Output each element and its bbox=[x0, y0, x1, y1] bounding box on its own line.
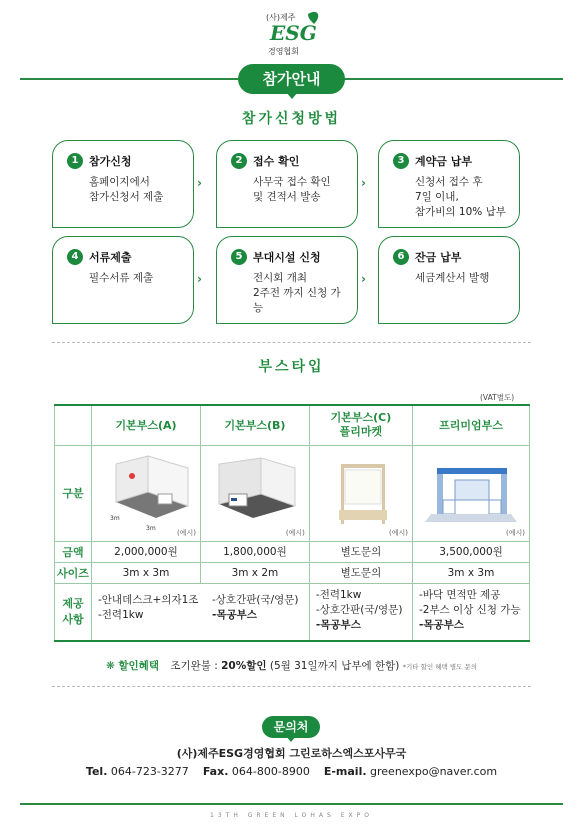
footer-text: 13TH GREEN LOHAS EXPO bbox=[210, 812, 373, 819]
provided-item: -안내데스크+의자1조 bbox=[98, 593, 199, 606]
step-title: 참가신청 bbox=[89, 155, 132, 168]
provided-item: -목공부스 bbox=[418, 618, 464, 631]
dim-label: 3m bbox=[145, 524, 156, 532]
logo-sub-text: 경영협회 bbox=[268, 47, 299, 56]
dim-label: 3m bbox=[109, 514, 120, 522]
method-title: 참가신청방법 bbox=[241, 111, 342, 127]
booth-a-illustration bbox=[96, 454, 196, 534]
email-label: E-mail. bbox=[323, 765, 367, 778]
example-label: (예시) bbox=[285, 528, 305, 537]
example-label: (예시) bbox=[176, 528, 196, 537]
esg-logo bbox=[256, 6, 326, 58]
booth-b-image bbox=[200, 445, 309, 541]
contact-org: (사)제주ESG경영협회 그린로하스엑스포사무국 bbox=[176, 747, 407, 760]
fax-value: 064-800-8900 bbox=[231, 765, 310, 778]
booth-c-illustration bbox=[311, 454, 411, 534]
price-c: 별도문의 bbox=[309, 541, 412, 562]
booth-premium-image bbox=[412, 445, 529, 541]
step-title: 부대시설 신청 bbox=[253, 251, 321, 264]
tel-value: 064-723-3277 bbox=[110, 765, 189, 778]
discount-suffix: (5월 31일까지 납부에 한함) bbox=[266, 660, 400, 672]
provided-premium bbox=[412, 583, 529, 641]
step-number: 6 bbox=[393, 249, 409, 265]
step-desc: 사무국 접수 확인 및 견적서 발송 bbox=[253, 176, 331, 203]
discount-line bbox=[0, 658, 583, 673]
step-number: 3 bbox=[393, 153, 409, 169]
provided-c bbox=[309, 583, 412, 641]
step-number: 5 bbox=[231, 249, 247, 265]
step-desc: 신청서 접수 후 7일 이내, 참가비의 10% 납부 bbox=[415, 176, 506, 218]
booth-a-image bbox=[92, 445, 201, 541]
provided-item: -전력1kw bbox=[98, 608, 144, 621]
provided-item: -바닥 면적만 제공 bbox=[418, 588, 501, 601]
example-label: (예시) bbox=[388, 528, 408, 537]
chevron-right-icon: › bbox=[361, 272, 366, 286]
step-desc: 전시회 개최 2주전 까지 신청 가능 bbox=[253, 272, 341, 314]
step-desc: 홈페이지에서 참가신청서 제출 bbox=[89, 176, 164, 203]
step-card-4 bbox=[52, 236, 194, 324]
price-b: 1,800,000원 bbox=[200, 541, 309, 562]
discount-highlight: 20%할인 bbox=[221, 660, 267, 672]
step-card-2 bbox=[216, 140, 358, 228]
contact-pointer bbox=[286, 736, 296, 742]
provided-item: -2부스 이상 신청 가능 bbox=[418, 603, 521, 616]
logo-top-text: (사)제주 bbox=[266, 13, 296, 22]
section-divider bbox=[52, 686, 531, 687]
footer-divider bbox=[20, 803, 563, 805]
row-head-size: 사이즈 bbox=[55, 562, 92, 583]
fax-label: Fax. bbox=[202, 765, 229, 778]
discount-label: ❋ 할인혜택 bbox=[105, 660, 159, 672]
step-card-5 bbox=[216, 236, 358, 324]
col-header-premium: 프리미엄부스 bbox=[412, 405, 529, 445]
size-b: 3m x 2m bbox=[200, 562, 309, 583]
booth-b-illustration bbox=[205, 454, 305, 534]
contact-line bbox=[0, 765, 583, 778]
step-number: 4 bbox=[67, 249, 83, 265]
size-c: 별도문의 bbox=[309, 562, 412, 583]
row-head-provided: 제공 사항 bbox=[55, 583, 92, 641]
vat-note: (VAT별도) bbox=[480, 393, 515, 402]
price-a: 2,000,000원 bbox=[92, 541, 201, 562]
step-card-3 bbox=[378, 140, 520, 228]
chevron-right-icon: › bbox=[197, 176, 202, 190]
step-title: 잔금 납부 bbox=[415, 251, 462, 264]
booth-title: 부스타입 bbox=[258, 359, 325, 375]
row-head-price: 금액 bbox=[55, 541, 92, 562]
step-title: 서류제출 bbox=[89, 251, 132, 264]
price-premium: 3,500,000원 bbox=[412, 541, 529, 562]
chevron-right-icon: › bbox=[361, 176, 366, 190]
row-head-type: 구분 bbox=[55, 445, 92, 541]
col-header-b: 기본부스(B) bbox=[200, 405, 309, 445]
corner-cell bbox=[55, 405, 92, 445]
page-title: 참가안내 bbox=[238, 64, 345, 94]
step-title: 접수 확인 bbox=[253, 155, 300, 168]
step-card-1 bbox=[52, 140, 194, 228]
provided-item: -전력1kw bbox=[315, 588, 362, 601]
provided-item: -목공부스 bbox=[315, 618, 361, 631]
section-divider bbox=[52, 342, 531, 343]
step-card-6 bbox=[378, 236, 520, 324]
step-number: 2 bbox=[231, 153, 247, 169]
discount-note: *기타 할인 혜택 별도 문의 bbox=[402, 663, 478, 671]
example-label: (예시) bbox=[506, 528, 525, 537]
step-desc: 세금계산서 발행 bbox=[415, 272, 490, 284]
booth-c-image bbox=[309, 445, 412, 541]
logo-main-text: ESG bbox=[270, 21, 317, 45]
step-number: 1 bbox=[67, 153, 83, 169]
email-value[interactable]: greenexpo@naver.com bbox=[370, 765, 498, 778]
contact-title: 문의처 bbox=[262, 716, 320, 738]
step-title: 계약금 납부 bbox=[415, 155, 472, 168]
chevron-right-icon: › bbox=[197, 272, 202, 286]
booth-premium-illustration bbox=[421, 454, 521, 534]
provided-item: -상호간판(국/영문) bbox=[315, 603, 403, 616]
size-a: 3m x 3m bbox=[92, 562, 201, 583]
provided-item: -상호간판(국/영문) bbox=[212, 593, 299, 606]
size-premium: 3m x 3m bbox=[412, 562, 529, 583]
step-desc: 필수서류 제출 bbox=[89, 272, 154, 284]
title-pointer bbox=[286, 92, 298, 99]
discount-prefix: 조기완불 : bbox=[170, 660, 222, 672]
tel-label: Tel. bbox=[85, 765, 108, 778]
provided-item: -목공부스 bbox=[212, 608, 257, 621]
col-header-c: 기본부스(C) 플리마켓 bbox=[309, 405, 412, 445]
provided-ab bbox=[92, 583, 310, 641]
col-header-a: 기본부스(A) bbox=[92, 405, 201, 445]
booth-table bbox=[54, 404, 530, 642]
